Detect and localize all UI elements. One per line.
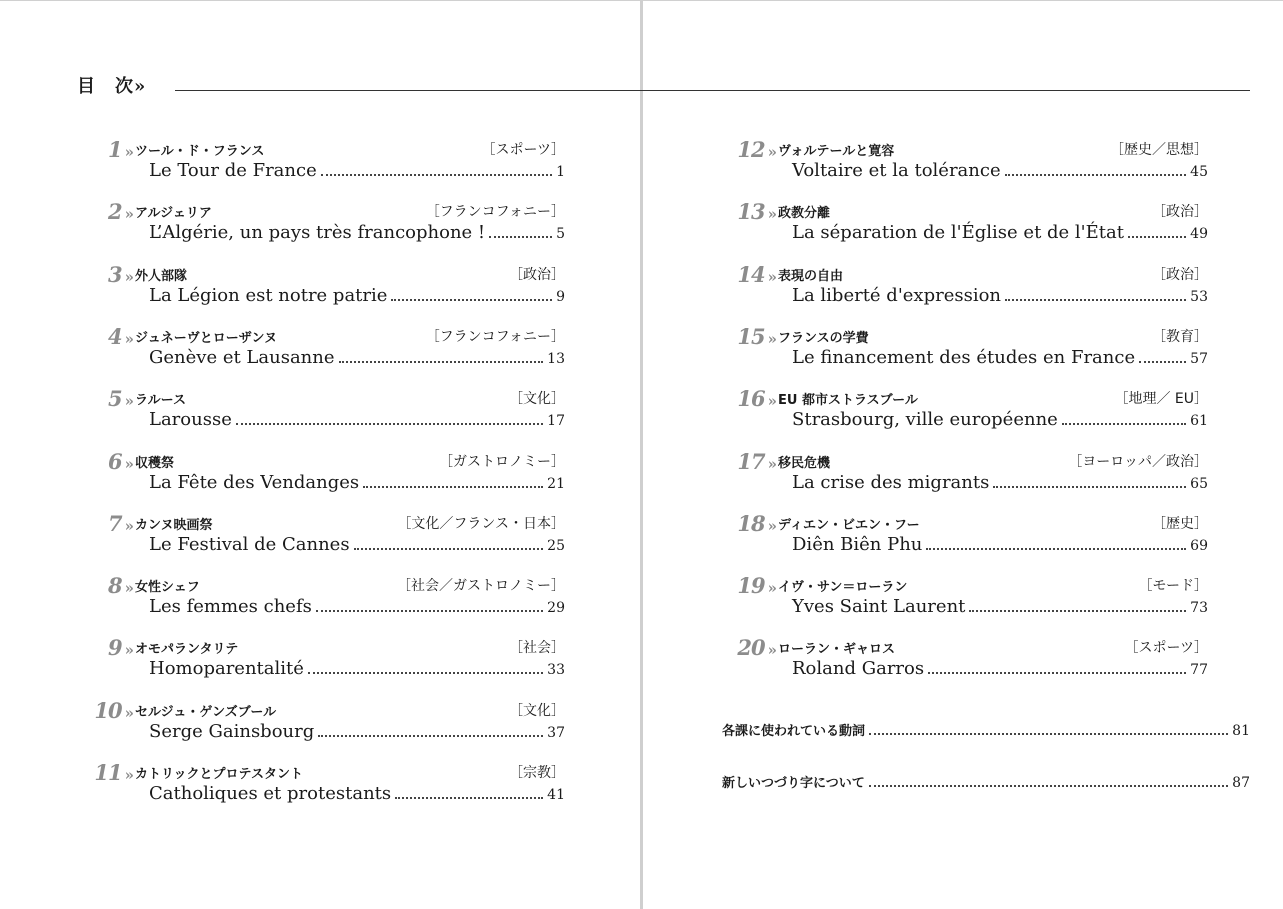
lesson-title-ja: 収穫祭	[135, 456, 175, 471]
lesson-title-fr: Homoparentalité	[149, 658, 304, 679]
dot-leader	[363, 476, 543, 488]
lesson-title-fr: L’Algérie, un pays très francophone !	[149, 222, 486, 243]
page-gutter	[640, 0, 643, 909]
lesson-title-fr: Le financement des études en France	[792, 347, 1136, 368]
lesson-line	[149, 347, 565, 368]
lesson-line	[792, 472, 1208, 493]
lesson-number: 19 »	[737, 573, 773, 598]
lesson-line	[149, 783, 565, 804]
dot-leader	[321, 164, 552, 176]
page-number: 73	[1190, 600, 1208, 616]
page-number: 5	[556, 226, 565, 242]
appendix-title: 新しいつづり字について	[722, 776, 865, 791]
lesson-number: 10 »	[94, 698, 130, 723]
appendix-entry[interactable]	[722, 720, 1250, 739]
toc-entry[interactable]	[723, 513, 1208, 559]
lesson-line	[149, 472, 565, 493]
dot-leader	[993, 476, 1186, 488]
toc-entry[interactable]	[80, 637, 565, 683]
lesson-line	[792, 160, 1208, 181]
lesson-number: 16 »	[737, 386, 773, 411]
lesson-title-fr: Serge Gainsbourg	[149, 721, 315, 742]
lesson-title-fr: Les femmes chefs	[149, 596, 312, 617]
dot-leader	[236, 413, 543, 425]
lesson-category: ［政治］	[1152, 204, 1208, 220]
lesson-category: ［社会／ガストロノミー］	[397, 578, 565, 594]
toc-entry[interactable]	[723, 264, 1208, 310]
toc-entry[interactable]	[80, 139, 565, 185]
lesson-title-ja: ジュネーヴとローザンヌ	[135, 331, 277, 346]
dot-leader	[869, 723, 1228, 735]
dot-leader	[969, 600, 1186, 612]
dot-leader	[1139, 351, 1186, 363]
page-number: 69	[1190, 538, 1208, 554]
toc-entry[interactable]	[723, 451, 1208, 497]
lesson-title-ja: カトリックとプロテスタント	[135, 767, 303, 782]
dot-leader	[926, 538, 1186, 550]
lesson-number: 4 »	[108, 324, 130, 349]
page-number: 21	[547, 476, 565, 492]
lesson-title-fr: Roland Garros	[792, 658, 925, 679]
lesson-number: 11 »	[94, 760, 130, 785]
toc-entry[interactable]	[80, 575, 565, 621]
lesson-title-fr: Larousse	[149, 409, 232, 430]
toc-entry[interactable]	[80, 201, 565, 247]
page-number: 41	[547, 787, 565, 803]
lesson-title-ja: セルジュ・ゲンズブール	[135, 705, 277, 720]
lesson-line	[792, 658, 1208, 679]
lesson-title-ja: カンヌ映画祭	[135, 518, 213, 533]
page-number: 45	[1190, 164, 1208, 180]
lesson-title-ja: EU 都市ストラスブール	[778, 393, 918, 408]
dot-leader	[318, 725, 543, 737]
lesson-title-ja: ヴォルテールと寛容	[778, 144, 895, 159]
page-number: 61	[1190, 413, 1208, 429]
toc-entry[interactable]	[80, 388, 565, 434]
lesson-category: ［スポーツ］	[1124, 640, 1208, 656]
lesson-number: 8 »	[108, 573, 130, 598]
lesson-title-ja: 外人部隊	[135, 269, 188, 284]
lesson-title-fr: Voltaire et la tolérance	[792, 160, 1001, 181]
toc-entry[interactable]	[723, 139, 1208, 185]
page-number: 65	[1190, 476, 1208, 492]
lesson-category: ［フランコフォニー］	[425, 329, 565, 345]
lesson-title-fr: Le Festival de Cannes	[149, 534, 350, 555]
lesson-number: 6 »	[108, 449, 130, 474]
lesson-number: 7 »	[108, 511, 130, 536]
page-number: 77	[1190, 662, 1208, 678]
page-number: 13	[547, 351, 565, 367]
toc-entry[interactable]	[80, 762, 565, 808]
lesson-title-fr: Le Tour de France	[149, 160, 317, 181]
dot-leader	[308, 662, 543, 674]
dot-leader	[1005, 164, 1187, 176]
lesson-category: ［政治］	[1152, 267, 1208, 283]
lesson-category: ［地理／ EU］	[1114, 391, 1208, 407]
lesson-title-ja: 移民危機	[778, 456, 831, 471]
dot-leader	[339, 351, 544, 363]
dot-leader	[1005, 289, 1186, 301]
lesson-number: 3 »	[108, 262, 130, 287]
lesson-category: ［社会］	[509, 640, 565, 656]
toc-entry[interactable]	[80, 451, 565, 497]
page-number: 29	[547, 600, 565, 616]
page-number: 87	[1232, 775, 1250, 791]
lesson-category: ［歴史／思想］	[1110, 142, 1208, 158]
lesson-title-ja: イヴ・サン＝ローラン	[778, 580, 908, 595]
appendix-entry[interactable]	[722, 772, 1250, 791]
lesson-line	[792, 409, 1208, 430]
title-rule	[175, 90, 1250, 91]
dot-leader	[316, 600, 543, 612]
lesson-title-fr: Strasbourg, ville européenne	[792, 409, 1058, 430]
page-number: 33	[547, 662, 565, 678]
lesson-title-fr: Yves Saint Laurent	[792, 596, 966, 617]
lesson-number: 15 »	[737, 324, 773, 349]
lesson-number: 12 »	[737, 137, 773, 162]
dot-leader	[489, 226, 552, 238]
lesson-title-ja: ローラン・ギャロス	[778, 642, 896, 657]
lesson-line	[149, 721, 565, 742]
dot-leader	[869, 775, 1228, 787]
dot-leader	[354, 538, 544, 550]
dot-leader	[395, 787, 543, 799]
dot-leader	[391, 289, 552, 301]
lesson-title-fr: La séparation de l'Église et de l'État	[792, 222, 1124, 243]
dot-leader	[1128, 226, 1186, 238]
lesson-number: 9 »	[108, 635, 130, 660]
lesson-line	[149, 160, 565, 181]
toc-title: 目 次»	[77, 76, 147, 97]
toc-entry[interactable]	[723, 201, 1208, 247]
lesson-title-ja: アルジェリア	[135, 206, 212, 221]
lesson-number: 17 »	[737, 449, 773, 474]
page-number: 17	[547, 413, 565, 429]
lesson-title-ja: 女性シェフ	[135, 580, 200, 595]
lesson-line	[792, 222, 1208, 243]
page-number: 49	[1190, 226, 1208, 242]
lesson-line	[792, 347, 1208, 368]
lesson-title-fr: La Légion est notre patrie	[149, 285, 388, 306]
lesson-category: ［ガストロノミー］	[439, 454, 565, 470]
lesson-category: ［フランコフォニー］	[425, 204, 565, 220]
lesson-title-ja: ディエン・ビエン・フー	[778, 518, 920, 533]
lesson-title-fr: La crise des migrants	[792, 472, 990, 493]
page-number: 57	[1190, 351, 1208, 367]
lesson-number: 13 »	[737, 199, 773, 224]
lesson-line	[149, 658, 565, 679]
lesson-line	[792, 596, 1208, 617]
lesson-line	[149, 596, 565, 617]
lesson-line	[149, 534, 565, 555]
lesson-line	[149, 409, 565, 430]
lesson-category: ［文化］	[509, 703, 565, 719]
lesson-number: 5 »	[108, 386, 130, 411]
lesson-category: ［教育］	[1152, 329, 1208, 345]
toc-entry[interactable]	[80, 264, 565, 310]
toc-entry[interactable]	[80, 513, 565, 559]
page-number: 25	[547, 538, 565, 554]
toc-entry[interactable]	[723, 326, 1208, 372]
lesson-category: ［スポーツ］	[481, 142, 565, 158]
lesson-line	[792, 534, 1208, 555]
toc-entry[interactable]	[723, 388, 1208, 434]
page-number: 37	[547, 725, 565, 741]
toc-entry[interactable]	[723, 637, 1208, 683]
lesson-title-fr: Diên Biên Phu	[792, 534, 923, 555]
lesson-title-ja: オモパランタリテ	[135, 642, 239, 657]
lesson-title-ja: ツール・ド・フランス	[135, 144, 265, 159]
lesson-category: ［宗教］	[509, 765, 565, 781]
page-number: 81	[1232, 723, 1250, 739]
lesson-title-ja: 政教分離	[778, 206, 831, 221]
dot-leader	[1062, 413, 1186, 425]
toc-entry[interactable]	[723, 575, 1208, 621]
lesson-number: 18 »	[737, 511, 773, 536]
page-number: 53	[1190, 289, 1208, 305]
appendix-title: 各課に使われている動詞	[722, 724, 866, 739]
lesson-title-fr: La Fête des Vendanges	[149, 472, 360, 493]
toc-entry[interactable]	[80, 700, 565, 746]
lesson-category: ［文化］	[509, 391, 565, 407]
lesson-category: ［政治］	[509, 267, 565, 283]
dot-leader	[928, 662, 1186, 674]
page-number: 9	[556, 289, 565, 305]
lesson-title-fr: La liberté d'expression	[792, 285, 1002, 306]
lesson-title-ja: フランスの学費	[778, 331, 869, 346]
lesson-number: 1 »	[108, 137, 130, 162]
page-number: 1	[556, 164, 565, 180]
lesson-category: ［歴史］	[1152, 516, 1208, 532]
lesson-title-fr: Genève et Lausanne	[149, 347, 335, 368]
lesson-number: 20 »	[737, 635, 773, 660]
lesson-line	[149, 222, 565, 243]
lesson-title-ja: 表現の自由	[778, 269, 844, 284]
lesson-category: ［モード］	[1138, 578, 1208, 594]
lesson-line	[792, 285, 1208, 306]
lesson-title-fr: Catholiques et protestants	[149, 783, 392, 804]
lesson-line	[149, 285, 565, 306]
lesson-number: 14 »	[737, 262, 773, 287]
lesson-category: ［文化／フランス・日本］	[397, 516, 565, 532]
lesson-title-ja: ラルース	[135, 393, 186, 408]
toc-entry[interactable]	[80, 326, 565, 372]
lesson-category: ［ヨーロッパ／政治］	[1068, 454, 1208, 470]
lesson-number: 2 »	[108, 199, 130, 224]
